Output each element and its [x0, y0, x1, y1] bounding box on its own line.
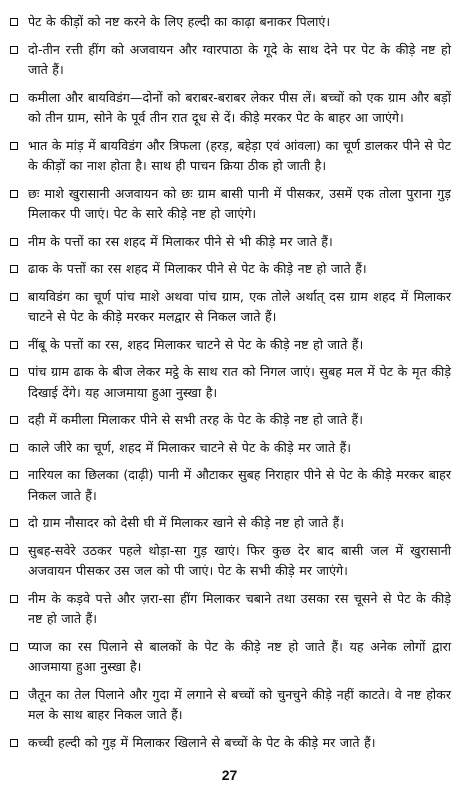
list-item-text: ढाक के पत्तों का रस शहद में मिलाकर पीने से पेट के कीड़े नष्ट हो जाते हैं। [28, 261, 367, 276]
list-item-text: बायविडंग का चूर्ण पांच माशे अथवा पांच ग्राम, एक तोले अर्थात् दस ग्राम शहद में मिलाकर चाटने से पेट के कीड़े मरकर मलद्वार से निकल जाते हैं। [28, 288, 451, 324]
square-bullet-icon [10, 416, 18, 424]
list-item-text: नींबू के पत्तों का रस, शहद मिलाकर चाटने से पेट के कीड़े नष्ट हो जाते हैं। [28, 336, 364, 352]
list-item-text: छः माशे खुरासानी अजवायन को छः ग्राम बासी पानी में पीसकर, उसमें एक तोला पुराना गुड़ मिलाकर पी जाएं। पेट के सारे कीड़े नष्ट हो जाएंगे। [28, 185, 451, 221]
list-item [6, 589, 451, 630]
list-item-text: दो-तीन रत्ती हींग को अजवायन और ग्वारपाठा के गूदे के साथ देने पर पेट के कीड़े नष्ट हो जाते हैं। [28, 41, 451, 77]
list-item-text: प्याज का रस पिलाने से बालकों के पेट के कीड़े नष्ट हो जाते हैं। यह अनेक लोगों द्वारा आजमाया हुआ नुस्खा है। [28, 638, 451, 674]
list-item [6, 541, 451, 582]
list-item-text: पेट के कीड़ों को नष्ट करने के लिए हल्दी का काढ़ा बनाकर पिलाएं। [28, 14, 331, 29]
list-item-text: सुबह-सवेरे उठकर पहले थोड़ा-सा गुड़ खाएं। फिर कुछ देर बाद बासी जल में खुरासानी अजवायन पीसकर उस जल को पी जाएं। पेट के सभी कीड़े मर जाएंगे। [28, 542, 451, 578]
list-item [6, 136, 451, 177]
list-item [6, 232, 451, 253]
square-bullet-icon [10, 471, 18, 479]
square-bullet-icon [10, 341, 18, 349]
square-bullet-icon [10, 18, 18, 26]
square-bullet-icon [10, 691, 18, 699]
list-item [6, 465, 451, 506]
square-bullet-icon [10, 643, 18, 651]
list-item-text: कमीला और बायविडंग—दोनों को बराबर-बराबर लेकर पीस लें। बच्चों को एक ग्राम और बड़ों को तीन ग्राम, सोने के पूर्व तीन रात दूध से दें। कीड़े मरकर पेट के बाहर आ जाएंगे। [28, 89, 451, 125]
list-item [6, 637, 451, 678]
list-item [6, 685, 451, 726]
list-item-text: जैतून का तेल पिलाने और गुदा में लगाने से बच्चों को चुनचुने कीड़े नहीं काटते। वे नष्ट होकर मल के साथ बाहर निकल जाते हैं। [28, 686, 451, 722]
square-bullet-icon [10, 46, 18, 54]
square-bullet-icon [10, 595, 18, 603]
list-item [6, 335, 451, 356]
list-item-text: काले जीरे का चूर्ण, शहद में मिलाकर चाटने से पेट के कीड़े मर जाते हैं। [28, 439, 352, 455]
list-item [6, 40, 451, 81]
square-bullet-icon [10, 265, 18, 273]
square-bullet-icon [10, 190, 18, 198]
square-bullet-icon [10, 368, 18, 376]
square-bullet-icon [10, 293, 18, 301]
list-item [6, 259, 451, 280]
remedy-list [6, 12, 451, 753]
list-item-text: पांच ग्राम ढाक के बीज लेकर मट्ठे के साथ रात को निगल जाएं। सुबह मल में पेट के मृत कीड़े दिखाई देंगे। यह आजमाया हुआ नुस्खा है। [28, 364, 451, 400]
list-item [6, 287, 451, 328]
list-item [6, 733, 451, 754]
list-item [6, 410, 451, 431]
list-item-text: नीम के पत्तों का रस शहद में मिलाकर पीने से भी कीड़े मर जाते हैं। [28, 233, 333, 249]
list-item-text: कच्ची हल्दी को गुड़ में मिलाकर खिलाने से बच्चों के पेट के कीड़े मर जाते हैं। [28, 734, 376, 750]
list-item [6, 12, 451, 33]
square-bullet-icon [10, 142, 18, 150]
square-bullet-icon [10, 444, 18, 452]
list-item [6, 184, 451, 225]
square-bullet-icon [10, 238, 18, 246]
list-item-text: दही में कमीला मिलाकर पीने से सभी तरह के पेट के कीड़े नष्ट हो जाते हैं। [28, 412, 364, 427]
square-bullet-icon [10, 519, 18, 527]
list-item [6, 513, 451, 534]
square-bullet-icon [10, 739, 18, 747]
list-item-text: दो ग्राम नौसादर को देसी घी में मिलाकर खाने से कीड़े नष्ट हो जाते हैं। [28, 515, 345, 530]
list-item [6, 88, 451, 129]
list-item-text: नीम के कड़वे पत्ते और ज़रा-सा हींग मिलाकर चबाने तथा उसका रस चूसने से पेट के कीड़े नष्ट हो जाते हैं। [28, 590, 451, 626]
list-item [6, 362, 451, 403]
page-number: 27 [221, 767, 238, 783]
square-bullet-icon [10, 94, 18, 102]
list-item [6, 438, 451, 459]
list-item-text: नारियल का छिलका (दाढ़ी) पानी में औटाकर सुबह निराहार पीने से पेट के कीड़े मरकर बाहर निकल जाते हैं। [28, 467, 451, 503]
list-item-text: भात के मांड़ में बायविडंग और त्रिफला (हरड़, बहेड़ा एवं आंवला) का चूर्ण डालकर पीने से पेट के कीड़ों का नाश होता है। साथ ही पाचन क्रिया ठीक हो जाती है। [28, 137, 451, 173]
square-bullet-icon [10, 547, 18, 555]
